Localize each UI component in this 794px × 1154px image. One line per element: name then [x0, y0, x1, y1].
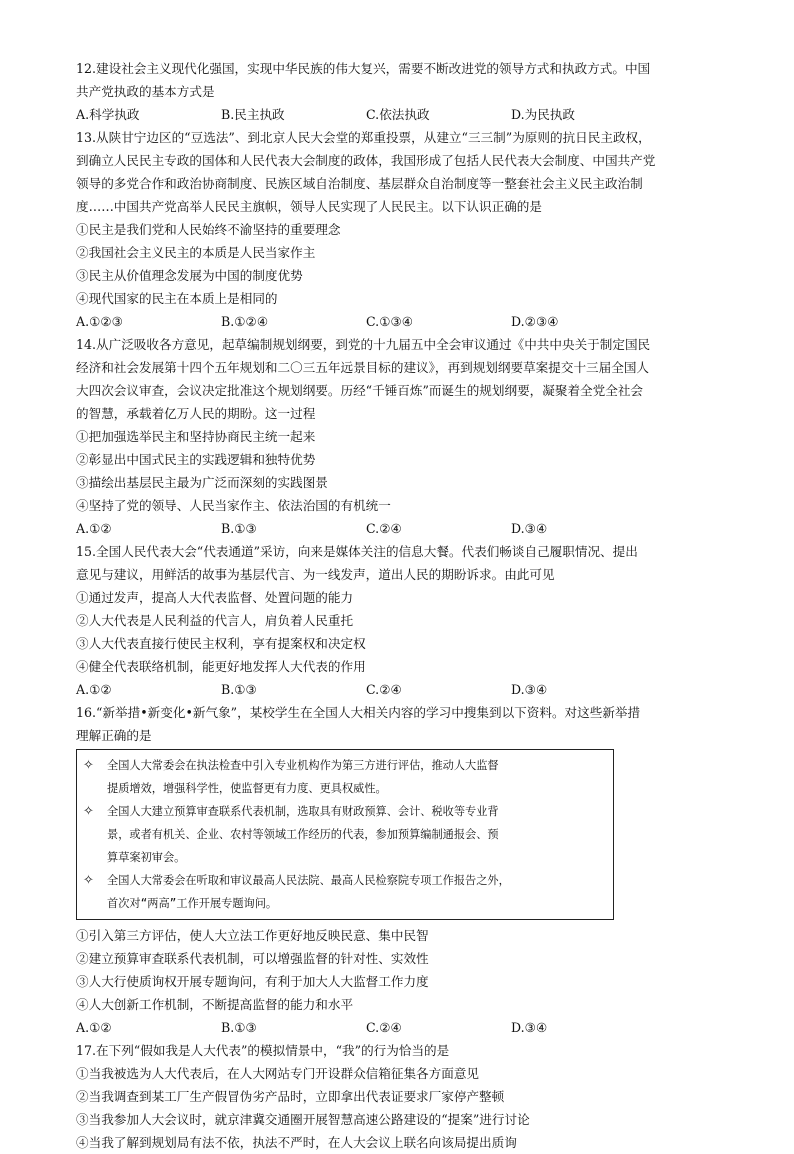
statement-item: ④现代国家的民主在本质上是相同的 — [76, 291, 278, 306]
statement-item: ②人大代表是人民利益的代言人，肩负着人民重托 — [76, 613, 354, 628]
question-stem: 13.从陕甘宁边区的“豆选法”、到北京人民大会堂的郑重投票，从建立“三三制”为原则的抗日民主政权， — [76, 130, 651, 145]
statement-item: ③人大行使质询权开展专题询问，有利于加大人大监督工作力度 — [76, 974, 429, 989]
statement-item: ②建立预算审查联系代表机制，可以增强监督的针对性、实效性 — [76, 951, 429, 966]
material-line: 全国人大常委会在听取和审议最高人民法院、最高人民检察院专项工作报告之外， — [107, 874, 510, 887]
question-stem: 16.“新举措•新变化•新气象”，某校学生在全国人大相关内容的学习中搜集到以下资料。对这些新举措 — [76, 705, 641, 720]
option-d[interactable]: D.③④ — [511, 521, 548, 536]
option-c[interactable]: C.②④ — [366, 1020, 402, 1035]
diamond-bullet-icon: ✧ — [83, 804, 94, 819]
question-stem: 意见与建议，用鲜活的故事为基层代言、为一线发声，道出人民的期盼诉求。由此可见 — [76, 567, 555, 582]
material-item — [83, 800, 607, 869]
question-stem: 14.从广泛吸收各方意见，起草编制规划纲要，到党的十九届五中全会审议通过《中共中央关于制定国民 — [76, 337, 651, 352]
statement-item: ②当我调查到某工厂生产假冒伪劣产品时，立即拿出代表证要求厂家停产整顿 — [76, 1089, 505, 1104]
statement-item: ③民主从价值理念发展为中国的制度优势 — [76, 268, 303, 283]
material-item — [83, 754, 607, 800]
question-stem: 15.全国人民代表大会“代表通道”采访，向来是媒体关注的信息大餐。代表们畅谈自己履职情况、提出 — [76, 544, 638, 559]
option-c[interactable]: C.①③④ — [366, 314, 414, 329]
question-12 — [76, 57, 716, 126]
question-stem: 经济和社会发展第十四个五年规划和二〇三五年远景目标的建议》，再到规划纲要草案提交十三届全国人 — [76, 360, 650, 375]
answer-options — [76, 103, 716, 126]
option-c[interactable]: C.依法执政 — [366, 107, 430, 122]
statement-item: ①引入第三方评估，使人大立法工作更好地反映民意、集中民智 — [76, 928, 429, 943]
option-b[interactable]: B.民主执政 — [221, 107, 285, 122]
answer-options — [76, 1016, 716, 1039]
material-line: 算草案初审会。 — [107, 851, 186, 864]
material-line: 全国人大建立预算审查联系代表机制，选取具有财政预算、会计、税收等专业背 — [107, 805, 499, 818]
option-a[interactable]: A.科学执政 — [76, 107, 140, 122]
option-d[interactable]: D.②③④ — [511, 314, 559, 329]
material-line: 景，或者有机关、企业、农村等领域工作经历的代表，参加预算编制通报会、预 — [107, 828, 499, 841]
answer-options — [76, 310, 716, 333]
option-a[interactable]: A.①② — [76, 1020, 112, 1035]
option-b[interactable]: B.①②④ — [221, 314, 269, 329]
option-c[interactable]: C.②④ — [366, 521, 402, 536]
statement-item: ③当我参加人大会议时，就京津冀交通圈开展智慧高速公路建设的“提案”进行讨论 — [76, 1112, 530, 1127]
option-a[interactable]: A.①② — [76, 521, 112, 536]
answer-options — [76, 678, 716, 701]
option-b[interactable]: B.①③ — [221, 1020, 257, 1035]
statement-item: ①当我被选为人大代表后，在人大网站专门开设群众信箱征集各方面意见 — [76, 1066, 479, 1081]
question-stem: 领导的多党合作和政治协商制度、民族区域自治制度、基层群众自治制度等一整套社会主义民主政治制 — [76, 176, 643, 191]
statement-item: ①把加强选举民主和坚持协商民主统一起来 — [76, 429, 316, 444]
option-d[interactable]: D.为民执政 — [511, 107, 576, 122]
option-c[interactable]: C.②④ — [366, 682, 402, 697]
question-14 — [76, 333, 716, 540]
statement-item: ④健全代表联络机制，能更好地发挥人大代表的作用 — [76, 659, 366, 674]
question-stem: 理解正确的是 — [76, 728, 152, 743]
option-a[interactable]: A.①② — [76, 682, 112, 697]
diamond-bullet-icon: ✧ — [83, 873, 94, 888]
option-d[interactable]: D.③④ — [511, 1020, 548, 1035]
option-a[interactable]: A.①②③ — [76, 314, 123, 329]
question-16 — [76, 701, 716, 1039]
material-line: 提质增效，增强科学性，使监督更有力度、更具权威性。 — [107, 782, 387, 795]
material-box — [76, 749, 614, 920]
question-stem: 大四次会议审查，会议决定批准这个规划纲要。历经“千锤百炼”而诞生的规划纲要，凝聚着全党全社会 — [76, 383, 644, 398]
exam-page — [76, 57, 716, 1154]
diamond-bullet-icon: ✧ — [83, 758, 94, 773]
material-line: 首次对“两高”工作开展专题询问。 — [107, 897, 278, 910]
option-b[interactable]: B.①③ — [221, 682, 257, 697]
statement-item: ④当我了解到规划局有法不依，执法不严时，在人大会议上联名向该局提出质询 — [76, 1135, 517, 1150]
question-stem: 共产党执政的基本方式是 — [76, 84, 215, 99]
question-stem: 的智慧，承载着亿万人民的期盼。这一过程 — [76, 406, 316, 421]
option-b[interactable]: B.①③ — [221, 521, 257, 536]
question-stem: 到确立人民民主专政的国体和人民代表大会制度的政体，我国形成了包括人民代表大会制度、中国共产党 — [76, 153, 656, 168]
question-stem: 12.建设社会主义现代化强国，实现中华民族的伟大复兴，需要不断改进党的领导方式和执政方式。中国 — [76, 61, 651, 76]
question-15 — [76, 540, 716, 701]
question-17 — [76, 1039, 716, 1154]
statement-item: ①民主是我们党和人民始终不渝坚持的重要理念 — [76, 222, 341, 237]
statement-item: ③描绘出基层民主最为广泛而深刻的实践图景 — [76, 475, 328, 490]
question-stem: 17.在下列“假如我是人大代表”的模拟情景中，“我”的行为恰当的是 — [76, 1043, 450, 1058]
option-d[interactable]: D.③④ — [511, 682, 548, 697]
question-13 — [76, 126, 716, 333]
statement-item: ②彰显出中国式民主的实践逻辑和独特优势 — [76, 452, 316, 467]
question-stem: 度……中国共产党高举人民民主旗帜，领导人民实现了人民民主。以下认识正确的是 — [76, 199, 542, 214]
statement-item: ①通过发声，提高人大代表监督、处置问题的能力 — [76, 590, 354, 605]
statement-item: ②我国社会主义民主的本质是人民当家作主 — [76, 245, 316, 260]
statement-item: ④坚持了党的领导、人民当家作主、依法治国的有机统一 — [76, 498, 391, 513]
answer-options — [76, 517, 716, 540]
material-line: 全国人大常委会在执法检查中引入专业机构作为第三方进行评估，推动人大监督 — [107, 759, 499, 772]
statement-item: ③人大代表直接行使民主权利，享有提案权和决定权 — [76, 636, 366, 651]
material-item — [83, 869, 607, 915]
statement-item: ④人大创新工作机制，不断提高监督的能力和水平 — [76, 997, 354, 1012]
